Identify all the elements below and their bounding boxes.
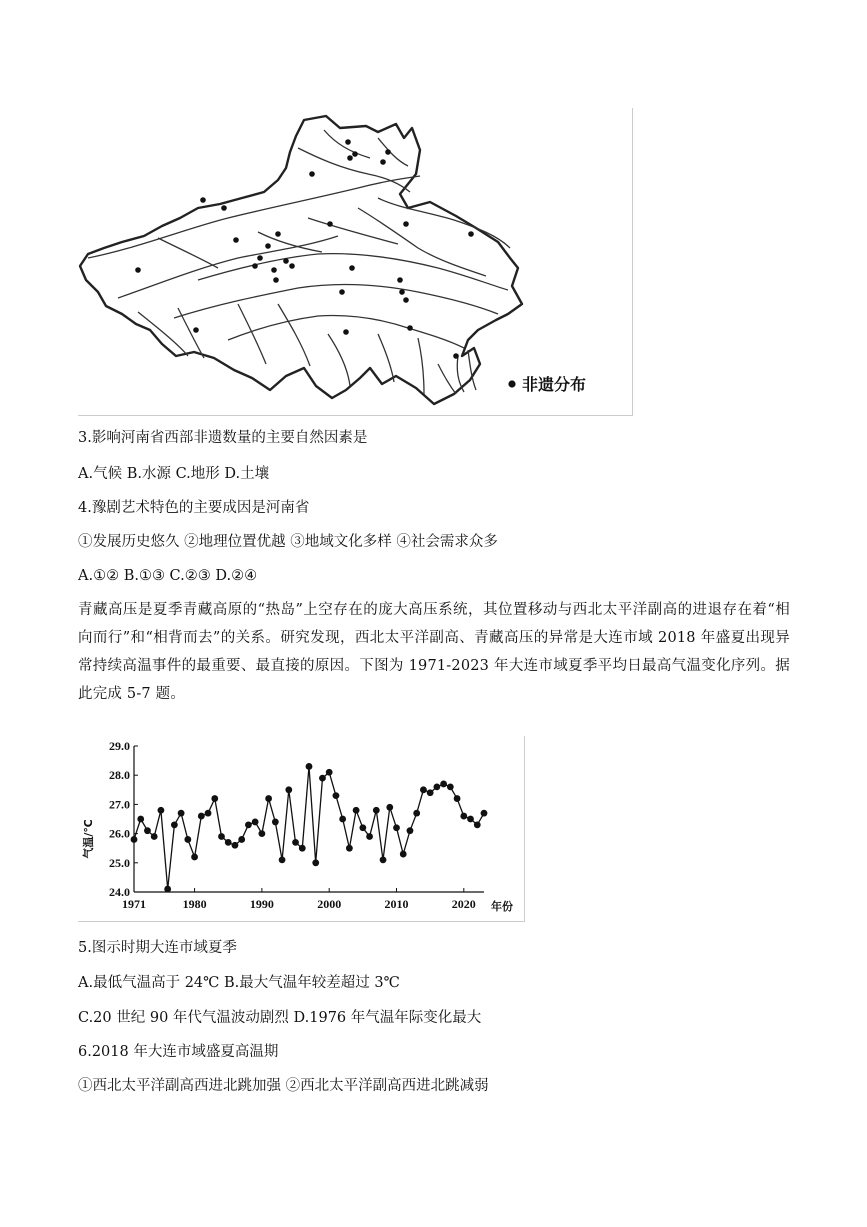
q3-stem: 3.影响河南省西部非遗数量的主要自然因素是: [78, 430, 368, 446]
data-point: [386, 804, 393, 811]
data-point: [299, 845, 306, 852]
data-point: [460, 813, 467, 820]
data-point: [131, 836, 138, 843]
data-point: [393, 824, 400, 831]
legend-dot-icon: [508, 380, 515, 387]
data-point: [164, 886, 171, 893]
q4-stem: 4.豫剧艺术特色的主要成因是河南省: [78, 500, 310, 516]
data-point: [272, 819, 279, 826]
x-tick-label: 2010: [384, 897, 409, 911]
map-legend: [508, 375, 586, 394]
data-point: [211, 795, 218, 802]
data-point: [454, 795, 461, 802]
y-tick-label: 24.0: [109, 885, 130, 899]
data-point: [191, 854, 198, 861]
data-point: [312, 859, 319, 866]
data-point: [420, 786, 427, 793]
y-tick-label: 25.0: [109, 855, 130, 870]
data-point: [400, 851, 407, 858]
data-point: [137, 816, 144, 823]
q6-items: ①西北太平洋副高西进北跳加强 ②西北太平洋副高西进北跳减弱: [78, 1078, 489, 1094]
y-tick-label: 29.0: [109, 739, 130, 753]
data-point: [326, 769, 333, 776]
y-tick-label: 27.0: [109, 797, 130, 812]
data-point: [144, 827, 151, 834]
data-point: [474, 821, 481, 828]
chart-y-label: 气温/℃: [82, 819, 95, 859]
x-tick-label: 1971: [122, 897, 146, 911]
data-point: [265, 795, 272, 802]
data-point: [333, 792, 340, 799]
data-point: [380, 856, 387, 863]
data-point: [225, 839, 232, 846]
data-point: [292, 839, 299, 846]
map-legend-label: 非遗分布: [522, 375, 587, 394]
y-tick-label: 26.0: [109, 826, 130, 841]
rivers: [88, 130, 510, 394]
data-point: [353, 807, 360, 814]
data-point: [346, 845, 353, 852]
data-point: [427, 789, 434, 796]
q6-stem: 6.2018 年大连市域盛夏高温期: [78, 1044, 279, 1060]
x-tick-label: 1980: [182, 897, 207, 911]
data-point: [447, 783, 454, 790]
data-point: [178, 810, 185, 817]
temperature-chart-svg: [78, 736, 524, 921]
data-point: [339, 816, 346, 823]
data-point: [279, 856, 286, 863]
data-point: [373, 807, 380, 814]
data-point: [481, 810, 488, 817]
x-tick-label: 2000: [317, 897, 342, 911]
data-point: [440, 781, 447, 788]
data-point: [407, 827, 414, 834]
province-outline: [80, 116, 522, 404]
q4-items: ①发展历史悠久 ②地理位置优越 ③地域文化多样 ④社会需求众多: [78, 534, 498, 550]
data-point: [467, 816, 474, 823]
data-point: [238, 836, 245, 843]
data-point: [258, 830, 265, 837]
x-tick-label: 1990: [249, 897, 274, 911]
henan-map-figure: [78, 108, 633, 416]
q5-options-line1: A.最低气温高于 24℃ B.最大气温年较差超过 3℃: [78, 975, 400, 991]
x-tick-label: 2020: [451, 897, 476, 911]
data-point: [184, 836, 191, 843]
data-point: [285, 786, 292, 793]
data-point: [319, 775, 326, 782]
data-point: [158, 807, 165, 814]
data-point: [232, 842, 239, 849]
data-point: [252, 819, 259, 826]
q4-options: A.①② B.①③ C.②③ D.②④: [78, 568, 258, 584]
q5-options-line2: C.20 世纪 90 年代气温波动剧烈 D.1976 年气温年际变化最大: [78, 1010, 482, 1026]
q3-options: A.气候 B.水源 C.地形 D.土壤: [78, 466, 270, 482]
data-point: [433, 783, 440, 790]
data-point: [413, 810, 420, 817]
data-point: [245, 821, 252, 828]
data-point: [218, 833, 225, 840]
data-point: [151, 833, 158, 840]
data-point: [171, 821, 178, 828]
q5-stem: 5.图示时期大连市域夏季: [78, 940, 237, 956]
chart-x-label: 年份: [491, 900, 513, 913]
data-point: [205, 810, 212, 817]
series-points: [131, 763, 488, 892]
passage-text: 青藏高压是夏季青藏高原的“热岛”上空存在的庞大高压系统，其位置移动与西北太平洋副高的进退存在着“相向而行”和“相背而去”的关系。研究发现，西北太平洋副高、青藏高压的异常是大连市域 2018 年盛夏出现异常持续高温事件的最重要、最直接的原因。下图为 1971-2023 年大连市域夏季平均日最高气温变化序列。据此完成 5-7 题。: [78, 602, 790, 702]
series-line: [134, 766, 484, 889]
data-point: [366, 833, 373, 840]
data-point: [306, 763, 313, 770]
temperature-chart: [78, 736, 525, 922]
data-point: [359, 824, 366, 831]
y-tick-label: 28.0: [109, 768, 130, 783]
data-point: [198, 813, 205, 820]
henan-map-svg: [78, 108, 632, 415]
